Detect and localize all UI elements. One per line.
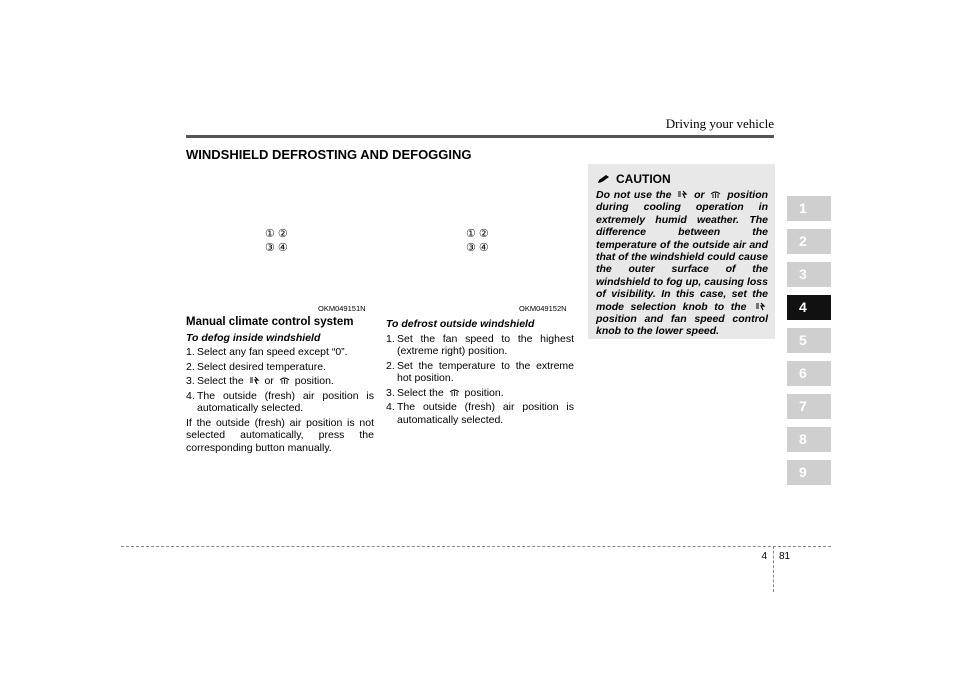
figure-left-code: OKM049151N bbox=[318, 304, 366, 313]
list-item: 1. Set the fan speed to the highest (extreme right) position. bbox=[386, 332, 574, 357]
defrost-icon bbox=[710, 190, 721, 199]
figure-left-callouts-row2: ③ ④ bbox=[265, 242, 288, 254]
floor-defrost-mode-icon bbox=[755, 302, 766, 311]
left-subheading: To defog inside windshield bbox=[186, 331, 321, 344]
page-chapter: 4 bbox=[761, 551, 767, 562]
chapter-tab-9[interactable]: 9 bbox=[787, 460, 831, 485]
footer-divider bbox=[773, 546, 774, 592]
page-header-title: Driving your vehicle bbox=[665, 116, 774, 131]
list-item: 4. The outside (fresh) air position is automatically selected. bbox=[186, 389, 374, 414]
caution-title: CAUTION bbox=[616, 172, 671, 186]
left-note: If the outside (fresh) air position is not selected automatically, press the corresponding button manually. bbox=[186, 416, 374, 454]
chapter-tab-8[interactable]: 8 bbox=[787, 427, 831, 452]
chapter-tab-3[interactable]: 3 bbox=[787, 262, 831, 287]
figure-right-callouts-row1: ① ② bbox=[466, 228, 489, 240]
list-item: 1. Select any fan speed except “0”. bbox=[186, 346, 348, 358]
chapter-tab-5[interactable]: 5 bbox=[787, 328, 831, 353]
list-item: 4. The outside (fresh) air position is automatically selected. bbox=[386, 401, 574, 426]
defrost-icon bbox=[279, 376, 290, 385]
chapter-tab-2[interactable]: 2 bbox=[787, 229, 831, 254]
defrost-icon bbox=[449, 388, 460, 397]
chapter-tab-6[interactable]: 6 bbox=[787, 361, 831, 386]
section-title: WINDSHIELD DEFROSTING AND DEFOGGING bbox=[186, 147, 472, 162]
chapter-tab-4[interactable]: 4 bbox=[787, 295, 831, 320]
pencil-icon bbox=[597, 174, 611, 184]
page-number: 81 bbox=[779, 551, 791, 562]
right-subheading: To defrost outside windshield bbox=[386, 318, 535, 330]
footer-rule bbox=[121, 546, 831, 547]
floor-defrost-mode-icon bbox=[249, 376, 260, 385]
figure-left-callouts-row1: ① ② bbox=[265, 228, 288, 240]
caution-box bbox=[588, 164, 775, 339]
figure-right-callouts-row2: ③ ④ bbox=[466, 242, 489, 254]
floor-defrost-mode-icon bbox=[677, 190, 688, 199]
list-item: 3. Select the position. bbox=[386, 386, 504, 399]
left-heading: Manual climate control system bbox=[186, 316, 354, 328]
right-column bbox=[386, 318, 574, 428]
list-item: 2. Select desired temperature. bbox=[186, 360, 326, 373]
list-item: 2. Set the temperature to the extreme hot position. bbox=[386, 359, 574, 384]
chapter-tab-7[interactable]: 7 bbox=[787, 394, 831, 419]
left-column bbox=[186, 316, 374, 457]
list-item: 3. Select the or position. bbox=[186, 375, 334, 387]
figure-right-code: OKM049152N bbox=[519, 304, 567, 313]
header-rule bbox=[186, 135, 774, 138]
caution-text: Do not use the or position during cooling operation in extremely humid weather. The difference between the temperature of the outside air and that of the windshield could cause the outer surface of the windshield to fog up, causing loss of visibility. In this case, set the mode selection knob to the position and fan speed control knob to the lower speed. bbox=[596, 189, 769, 338]
chapter-tab-1[interactable]: 1 bbox=[787, 196, 831, 221]
